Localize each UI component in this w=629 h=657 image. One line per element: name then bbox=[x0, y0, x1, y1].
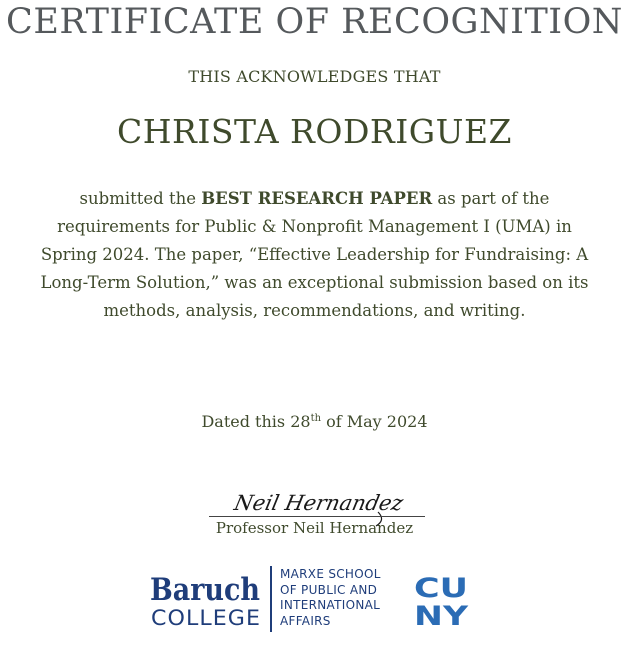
acknowledgement-line: THIS ACKNOWLEDGES THAT bbox=[188, 67, 441, 86]
logo-divider bbox=[270, 566, 272, 632]
baruch-wordmark: Baruch bbox=[150, 572, 260, 608]
marxe-line: MARXE SCHOOL bbox=[280, 567, 381, 581]
signature-text: Neil Hernandez bbox=[231, 491, 406, 516]
signatory-name: Professor Neil Hernandez bbox=[215, 519, 414, 537]
cuny-top: CU bbox=[414, 573, 468, 604]
date-ordinal: th bbox=[310, 413, 322, 424]
baruch-college-logo bbox=[150, 570, 262, 630]
marxe-school-logo bbox=[280, 567, 404, 629]
date-suffix: of May 2024 bbox=[321, 412, 428, 431]
signature bbox=[228, 478, 418, 524]
marxe-line: INTERNATIONAL bbox=[280, 598, 381, 612]
cuny-bottom: NY bbox=[414, 601, 469, 632]
body-prefix: submitted the bbox=[79, 189, 202, 208]
recipient-name: CHRISTA RODRIGUEZ bbox=[117, 112, 512, 151]
date-prefix: Dated this 28 bbox=[201, 412, 311, 431]
award-name: BEST RESEARCH PAPER bbox=[201, 189, 433, 208]
body-suffix: as part of the requirements for Public & Nonprofit Management I (UMA) in Spring 2024. The paper, “Effective Leadership for Fundraising: A Long-Term Solution,” was an exceptional submission based on its methods, analysis, recommendations, and writing. bbox=[40, 189, 589, 320]
certificate-title: CERTIFICATE OF RECOGNITION bbox=[6, 2, 623, 42]
signature-line bbox=[209, 516, 425, 517]
marxe-line: AFFAIRS bbox=[280, 613, 331, 628]
date-line bbox=[0, 412, 629, 431]
cuny-logo bbox=[413, 572, 469, 632]
certificate-body bbox=[40, 185, 589, 325]
marxe-line: OF PUBLIC AND bbox=[280, 582, 378, 597]
college-wordmark: COLLEGE bbox=[151, 606, 261, 630]
